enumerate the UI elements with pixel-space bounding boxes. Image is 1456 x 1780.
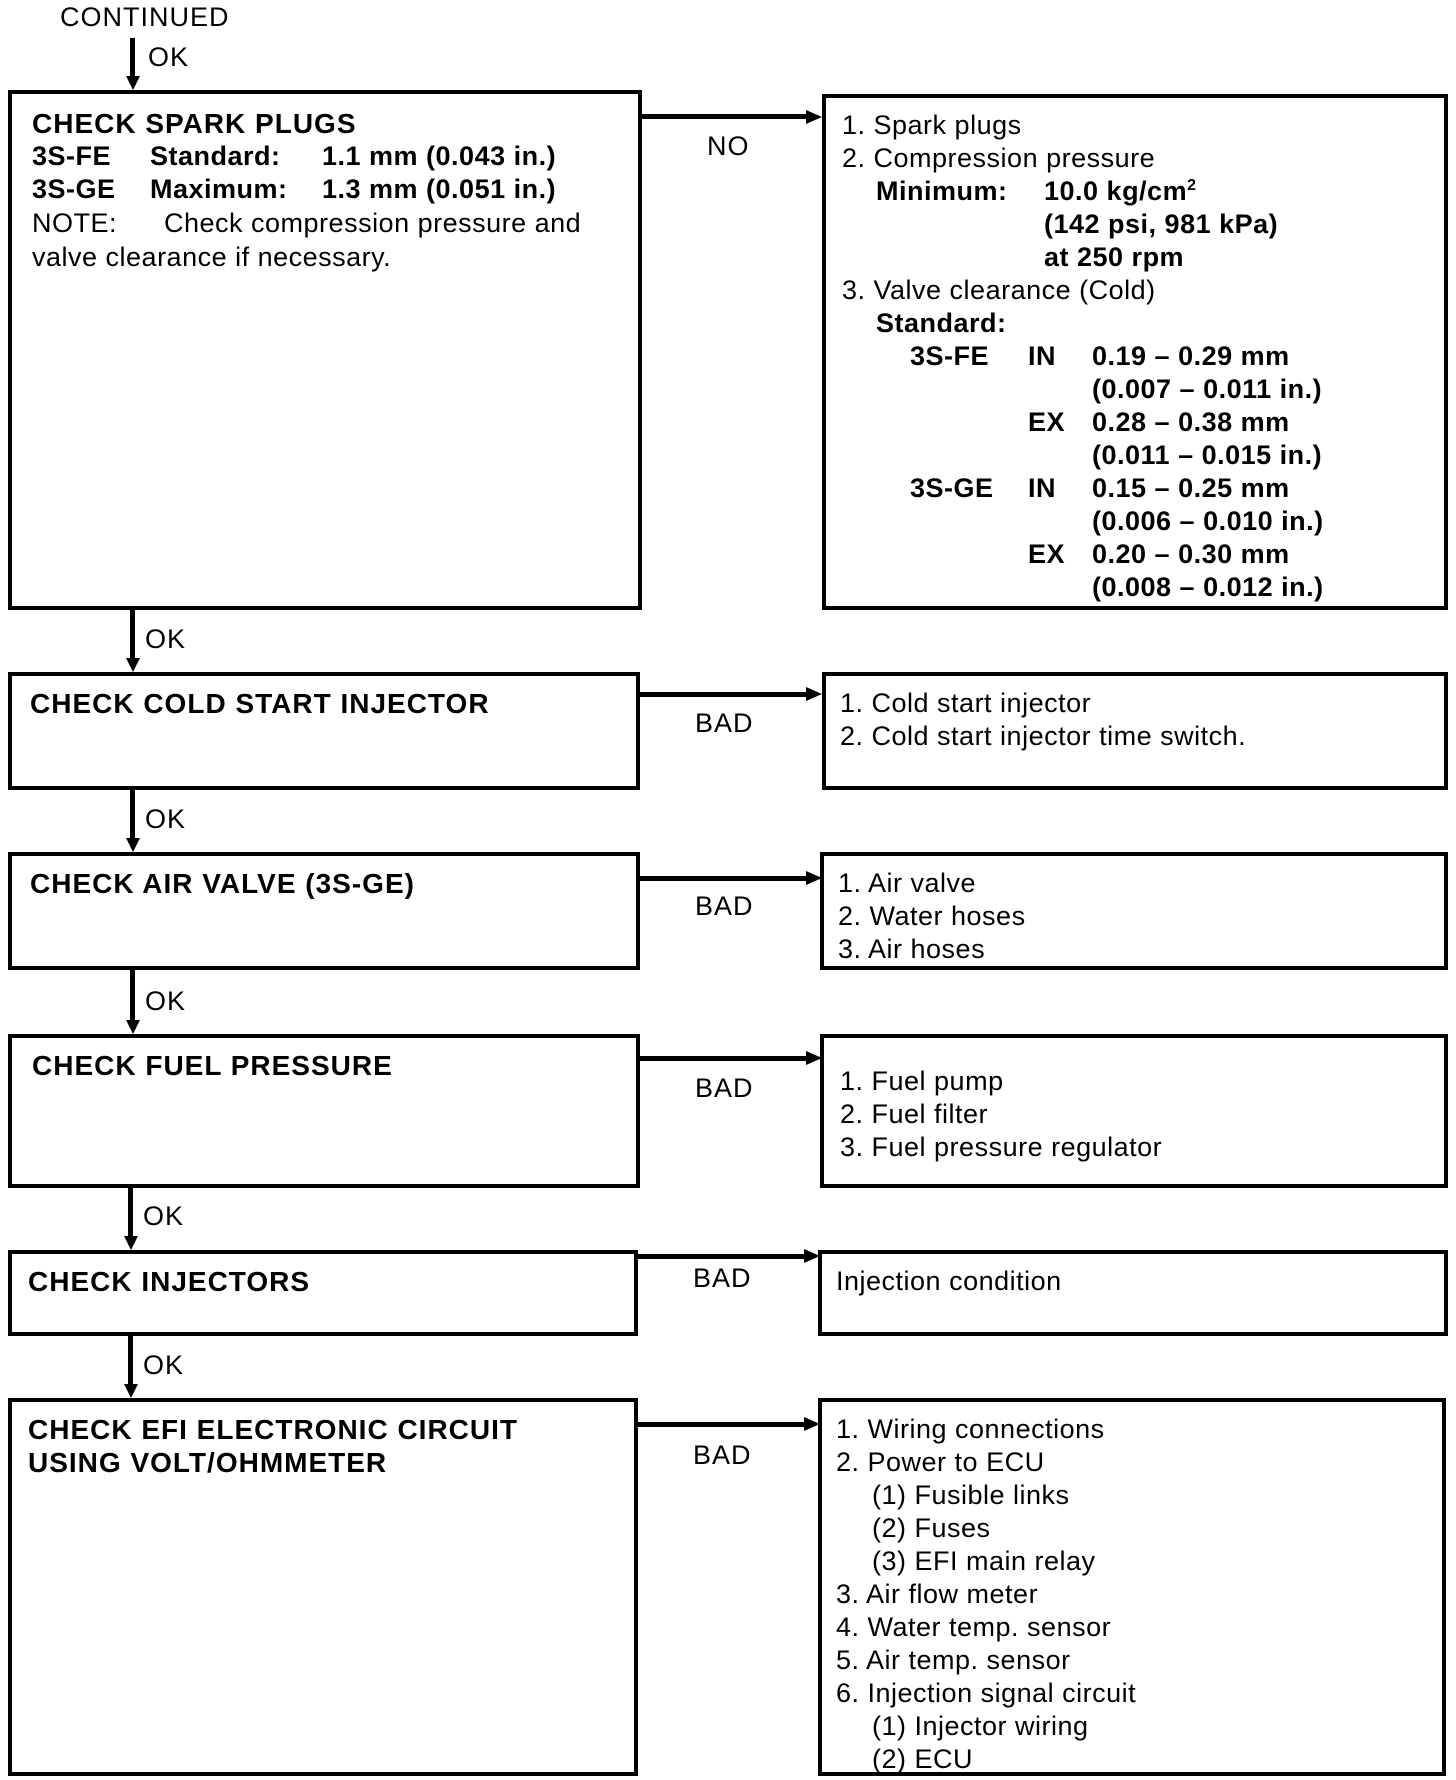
standard-value: 1.1 mm (0.043 in.) — [322, 141, 557, 171]
flow-arrow — [124, 1384, 138, 1398]
result-injectors — [818, 1250, 1448, 1336]
step-spark-plugs — [8, 90, 642, 610]
result-item: 3. Fuel pressure regulator — [840, 1132, 1163, 1162]
flow-connector — [640, 876, 812, 881]
clearance-in: (0.007 – 0.011 in.) — [1092, 374, 1323, 404]
result-item: 3. Valve clearance (Cold) — [842, 275, 1156, 305]
result-item: 1. Cold start injector — [840, 688, 1092, 718]
bad-label: BAD — [693, 1440, 752, 1470]
note-label: NOTE: — [32, 208, 118, 238]
model-3sfe: 3S-FE — [32, 141, 112, 171]
ok-label: OK — [148, 42, 190, 72]
standard-label: Standard: — [876, 308, 1007, 338]
model-3sge: 3S-GE — [910, 473, 994, 503]
result-item: 6. Injection signal circuit — [836, 1678, 1137, 1708]
ok-label: OK — [143, 1201, 185, 1231]
note-text-line2: valve clearance if necessary. — [32, 242, 392, 272]
ok-label: OK — [143, 1350, 185, 1380]
flow-connector — [128, 1336, 133, 1386]
step-title: CHECK FUEL PRESSURE — [32, 1050, 393, 1081]
ok-label: OK — [145, 986, 187, 1016]
flow-arrow — [124, 1236, 138, 1250]
clearance-mm: 0.20 – 0.30 mm — [1092, 539, 1290, 569]
flow-connector — [130, 970, 135, 1022]
step-cold-start-injector — [8, 672, 640, 790]
flow-connector — [130, 790, 135, 840]
flow-connector — [638, 1254, 810, 1259]
step-title: CHECK EFI ELECTRONIC CIRCUIT — [28, 1414, 518, 1445]
maximum-label: Maximum: — [150, 174, 288, 204]
step-fuel-pressure — [8, 1034, 640, 1188]
result-item: 4. Water temp. sensor — [836, 1612, 1112, 1642]
clearance-mm: 0.15 – 0.25 mm — [1092, 473, 1290, 503]
result-fuel-pressure — [820, 1034, 1448, 1188]
bad-label: BAD — [695, 1073, 754, 1103]
result-item: 1. Air valve — [838, 868, 977, 898]
flow-arrow — [806, 110, 822, 124]
minimum-value: 10.0 $kg/cm^2$ — [1044, 176, 1197, 206]
ex-label: EX — [1028, 539, 1066, 569]
clearance-in: (0.006 – 0.010 in.) — [1092, 506, 1324, 536]
result-subitem: (1) Injector wiring — [872, 1711, 1089, 1741]
step-injectors — [8, 1250, 638, 1336]
clearance-in: (0.011 – 0.015 in.) — [1092, 440, 1323, 470]
standard-label: Standard: — [150, 141, 281, 171]
result-subitem: (2) Fuses — [872, 1513, 991, 1543]
continued-label: CONTINUED — [60, 2, 230, 32]
flow-arrow — [126, 76, 140, 90]
result-item: 2. Cold start injector time switch. — [840, 721, 1247, 751]
flow-connector — [642, 114, 812, 119]
flow-connector — [130, 38, 135, 78]
step-title: CHECK INJECTORS — [28, 1266, 311, 1297]
step-title: CHECK COLD START INJECTOR — [30, 688, 490, 719]
in-label: IN — [1028, 473, 1056, 503]
clearance-mm: 0.28 – 0.38 mm — [1092, 407, 1290, 437]
flow-connector — [640, 1056, 812, 1061]
clearance-mm: 0.19 – 0.29 mm — [1092, 341, 1290, 371]
result-item: 5. Air temp. sensor — [836, 1645, 1071, 1675]
step-efi-circuit — [8, 1398, 638, 1776]
flow-arrow — [806, 687, 822, 701]
result-subitem: (2) ECU — [872, 1744, 974, 1774]
bad-label: BAD — [695, 891, 754, 921]
ex-label: EX — [1028, 407, 1066, 437]
model-3sfe: 3S-FE — [910, 341, 990, 371]
result-item: 2. Power to ECU — [836, 1447, 1045, 1477]
flow-arrow — [126, 838, 140, 852]
result-spark-plugs — [822, 94, 1448, 610]
step-title: CHECK SPARK PLUGS — [32, 108, 357, 139]
result-item: 3. Air flow meter — [836, 1579, 1039, 1609]
result-item: 2. Fuel filter — [840, 1099, 989, 1129]
model-3sge: 3S-GE — [32, 174, 116, 204]
flow-connector — [130, 610, 135, 660]
no-label: NO — [707, 131, 750, 161]
result-item: 1. Wiring connections — [836, 1414, 1105, 1444]
flow-connector — [638, 1422, 810, 1427]
step-title: CHECK AIR VALVE (3S-GE) — [30, 868, 415, 899]
result-air-valve — [820, 852, 1448, 970]
bad-label: BAD — [695, 708, 754, 738]
bad-label: BAD — [693, 1263, 752, 1293]
minimum-value-rpm: at 250 rpm — [1044, 242, 1185, 272]
result-item: 1. Spark plugs — [842, 110, 1022, 140]
result-item: Injection condition — [836, 1266, 1062, 1296]
flow-connector — [128, 1188, 133, 1238]
result-subitem: (3) EFI main relay — [872, 1546, 1096, 1576]
result-item: 2. Water hoses — [838, 901, 1026, 931]
result-item: 1. Fuel pump — [840, 1066, 1004, 1096]
result-item: 3. Air hoses — [838, 934, 986, 964]
ok-label: OK — [145, 804, 187, 834]
flow-connector — [640, 692, 812, 697]
result-cold-start-injector — [822, 672, 1448, 790]
in-label: IN — [1028, 341, 1056, 371]
step-title-line2: USING VOLT/OHMMETER — [28, 1447, 388, 1478]
minimum-label: Minimum: — [876, 176, 1008, 206]
step-air-valve — [8, 852, 640, 970]
ok-label: OK — [145, 624, 187, 654]
note-text: Check compression pressure and — [164, 208, 582, 238]
result-efi-circuit — [818, 1398, 1446, 1776]
result-item: 2. Compression pressure — [842, 143, 1156, 173]
flow-arrow — [126, 658, 140, 672]
maximum-value: 1.3 mm (0.051 in.) — [322, 174, 557, 204]
result-subitem: (1) Fusible links — [872, 1480, 1070, 1510]
clearance-in: (0.008 – 0.012 in.) — [1092, 572, 1324, 602]
flow-arrow — [126, 1020, 140, 1034]
minimum-value-psi: (142 psi, 981 kPa) — [1044, 209, 1279, 239]
